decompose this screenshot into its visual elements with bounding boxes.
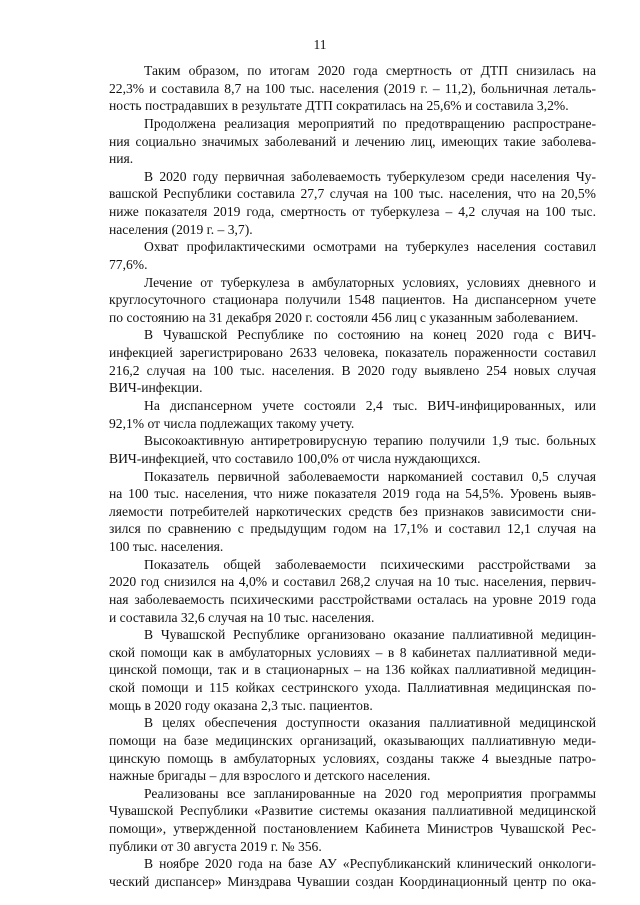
text-line: Охват профилактическими осмотрами на туберкулез населения составил: [144, 239, 596, 254]
text-line: ческий диспансер» Минздрава Чувашии создан Координационный центр по ока-: [109, 874, 596, 889]
text-line: инфекцией зарегистрировано 2633 человека, показатель пораженности составил: [109, 345, 596, 360]
text-line: круглосуточного стационара получили 1548 пациентов. На диспансерном учете: [109, 292, 596, 307]
text-line: ния.: [109, 151, 134, 166]
text-line: цинскую помощь в амбулаторных условиях, созданы также 4 выездные патро-: [109, 751, 596, 766]
text-line: ность пострадавших в результате ДТП сократилась на 25,6% и составила 3,2%.: [109, 98, 569, 113]
text-line: зился по сравнению с предыдущим годом на 17,1% и составил 12,1 случая на: [109, 521, 596, 536]
text-line: В 2020 году первичная заболеваемость туберкулезом среди населения Чу-: [144, 169, 596, 184]
text-line: Показатель первичной заболеваемости наркоманией составил 0,5 случая: [144, 469, 596, 484]
text-line: помощи», утвержденной постановлением Кабинета Министров Чувашской Рес-: [109, 821, 596, 836]
text-line: нажные бригады – для взрослого и детского населения.: [109, 768, 431, 783]
text-line: публики от 30 августа 2019 г. № 356.: [109, 839, 322, 854]
text-line: Продолжена реализация мероприятий по предотвращению распростране-: [144, 116, 596, 131]
text-line: На диспансерном учете состояли 2,4 тыс. ВИЧ-инфицированных, или: [144, 398, 596, 413]
text-line: на 100 тыс. населения, что ниже показателя 2019 года на 54,5%. Уровень выяв-: [109, 486, 596, 501]
text-line: Чувашской Республики «Развитие системы оказания паллиативной медицинской: [109, 803, 596, 818]
text-line: и составила 32,6 случая на 10 тыс. населения.: [109, 610, 375, 625]
text-line: ВИЧ-инфекции.: [109, 380, 203, 395]
text-line: Высокоактивную антиретровирусную терапию получили 1,9 тыс. больных: [144, 433, 596, 448]
text-line: Таким образом, по итогам 2020 года смертность от ДТП снизилась на: [144, 63, 596, 78]
page-number: 11: [313, 37, 327, 52]
text-line: населения (2019 г. – 3,7).: [109, 222, 253, 237]
text-line: ВИЧ-инфекцией, что составило 100,0% от числа нуждающихся.: [109, 451, 481, 466]
text-line: 77,6%.: [109, 257, 148, 272]
text-line: 216,2 случая на 100 тыс. населения. В 2020 году выявлено 254 новых случая: [109, 363, 596, 378]
text-line: ная заболеваемость психическими расстройствами осталась на уровне 2019 года: [109, 592, 596, 607]
text-line: 100 тыс. населения.: [109, 539, 224, 554]
text-line: Реализованы все запланированные на 2020 год мероприятия программы: [144, 786, 596, 801]
text-line: 2020 год снизился на 4,0% и составил 268,2 случая на 10 тыс. населения, первич-: [109, 574, 596, 589]
text-line: по состоянию на 31 декабря 2020 г. состояли 456 лиц с указанным заболеванием.: [109, 310, 579, 325]
text-line: ской помощи и 115 койках сестринского ухода. Паллиативная медицинская по-: [109, 680, 596, 695]
text-line: В ноябре 2020 года на базе АУ «Республиканский клинический онкологи-: [144, 856, 596, 871]
text-line: В целях обеспечения доступности оказания паллиативной медицинской: [144, 715, 596, 730]
text-line: ния социально значимых заболеваний и лечению лиц, имеющих такие заболева-: [109, 134, 596, 149]
text-line: вашской Республики составила 27,7 случая на 100 тыс. населения, что на 20,5%: [109, 186, 596, 201]
text-line: 22,3% и составила 8,7 на 100 тыс. населения (2019 г. – 11,2), больничная леталь-: [109, 81, 596, 96]
text-line: В Чувашской Республике по состоянию на конец 2020 года с ВИЧ-: [144, 327, 596, 342]
text-line: ляемости потребителей наркотических средств без признаков зависимости сни-: [109, 504, 596, 519]
text-line: Лечение от туберкулеза в амбулаторных условиях, условиях дневного и: [144, 275, 596, 290]
text-line: 92,1% от числа подлежащих такому учету.: [109, 416, 355, 431]
text-line: ской помощи как в амбулаторных условиях – в 8 кабинетах паллиативной меди-: [109, 645, 596, 660]
text-line: мощь в 2020 году оказана 2,3 тыс. пациентов.: [109, 698, 373, 713]
text-line: В Чувашской Республике организовано оказание паллиативной медицин-: [144, 627, 596, 642]
text-line: Показатель общей заболеваемости психическими расстройствами за: [144, 557, 596, 572]
text-line: помощи на базе медицинских организаций, оказывающих паллиативную меди-: [109, 733, 596, 748]
text-line: цинской помощи, так и в стационарных – на 136 койках паллиативной медицин-: [109, 662, 596, 677]
text-line: ниже показателя 2019 года, смертность от туберкулеза – 4,2 случая на 100 тыс.: [109, 204, 596, 219]
